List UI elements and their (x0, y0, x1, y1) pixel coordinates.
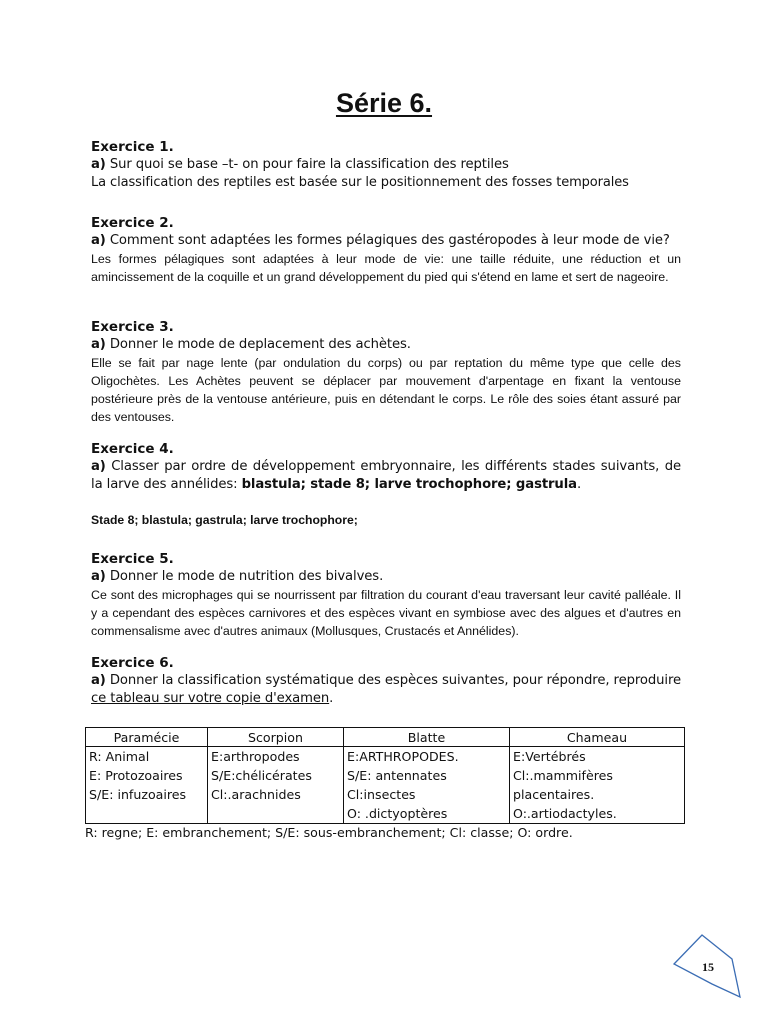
table-cell (510, 747, 685, 824)
cell-line: S/E:chélicérates (211, 768, 312, 783)
table-cell (208, 747, 344, 824)
cell-line: S/E: antennates (347, 768, 447, 783)
exercise-4 (91, 440, 681, 494)
exercise-heading: Exercice 5. (91, 551, 174, 567)
cell-line: E:ARTHROPODES. (347, 749, 459, 764)
table-header: Paramécie (86, 728, 208, 747)
exercise-1 (91, 138, 681, 192)
cell-line: placentaires. (513, 787, 595, 802)
page-title: Série 6. (335, 88, 433, 118)
table-header-row (86, 728, 685, 747)
exercise-question: a) Donner le mode de deplacement des achètes. (91, 337, 411, 352)
cell-line: Cl:.arachnides (211, 787, 301, 802)
exercise-question: a) Sur quoi se base –t- on pour faire la classification des reptiles (91, 157, 509, 172)
page-number: 15 (702, 960, 714, 974)
exercise-4-answer: Stade 8; blastula; gastrula; larve trochophore; (91, 513, 358, 527)
cell-line: Cl:.mammifères (513, 768, 613, 783)
exercise-2 (91, 214, 681, 286)
table-header: Blatte (344, 728, 510, 747)
cell-line: O:.artiodactyles. (513, 806, 617, 821)
table-cell (344, 747, 510, 824)
table-header: Chameau (510, 728, 685, 747)
exercise-answer: La classification des reptiles est basée sur le positionnement des fosses temporales (91, 175, 629, 190)
cell-line: S/E: infuzoaires (89, 787, 187, 802)
table-cell (86, 747, 208, 824)
exercise-answer: Ce sont des microphages qui se nourrissent par filtration du courant d'eau traversant leur cavité palléale. Il y a cependant des espèces carnivores et des espèces vivant en symbiose avec des algues et d'autres en commensalisme avec d'autres animaux (Mollusques, Crustacés et Annélides). (91, 588, 681, 638)
cell-line: E:Vertébrés (513, 749, 586, 764)
cell-line: E: Protozoaires (89, 768, 183, 783)
exercise-heading: Exercice 3. (91, 319, 174, 335)
cell-line: Cl:insectes (347, 787, 416, 802)
exercise-5 (91, 550, 681, 640)
exercise-answer: Elle se fait par nage lente (par ondulation du corps) ou par reptation du même type que celle des Oligochètes. Les Achètes peuvent se déplacer par mouvement d'arpentage en fixant la ventouse postérieure près de la ventouse antérieure, puis en détendant le corps. Le rôle des soies étant assuré par des ventouses. (91, 356, 681, 424)
exercise-question: a) Comment sont adaptées les formes pélagiques des gastéropodes à leur mode de vie? (91, 233, 670, 248)
cell-line: E:arthropodes (211, 749, 300, 764)
exercise-heading: Exercice 2. (91, 215, 174, 231)
cell-line: R: Animal (89, 749, 150, 764)
exercise-question: a) Donner le mode de nutrition des bivalves. (91, 569, 384, 584)
table-row (86, 747, 685, 824)
table-header: Scorpion (208, 728, 344, 747)
exercise-6 (91, 654, 681, 708)
exercise-3 (91, 318, 681, 426)
exercise-heading: Exercice 4. (91, 441, 174, 457)
exercise-question: a) Donner la classification systématique des espèces suivantes, pour répondre, reproduire ce tableau sur votre copie d'examen. (91, 673, 681, 706)
table-legend: R: regne; E: embranchement; S/E: sous-embranchement; Cl: classe; O: ordre. (85, 825, 573, 840)
page-number-badge (672, 932, 744, 1002)
exercise-heading: Exercice 6. (91, 655, 174, 671)
classification-table (85, 727, 685, 824)
exercise-heading: Exercice 1. (91, 139, 174, 155)
exercise-answer: Les formes pélagiques sont adaptées à leur mode de vie: une taille réduite, une réduction et un amincissement de la coquille et un grand développement du pied qui s'étend en lame et sert de nageoire. (91, 252, 681, 284)
exercise-question: a) Classer par ordre de développement embryonnaire, les différents stades suivants, de la larve des annélides: blastula; stade 8; larve trochophore; gastrula. (91, 459, 681, 492)
cell-line: O: .dictyoptères (347, 806, 448, 821)
